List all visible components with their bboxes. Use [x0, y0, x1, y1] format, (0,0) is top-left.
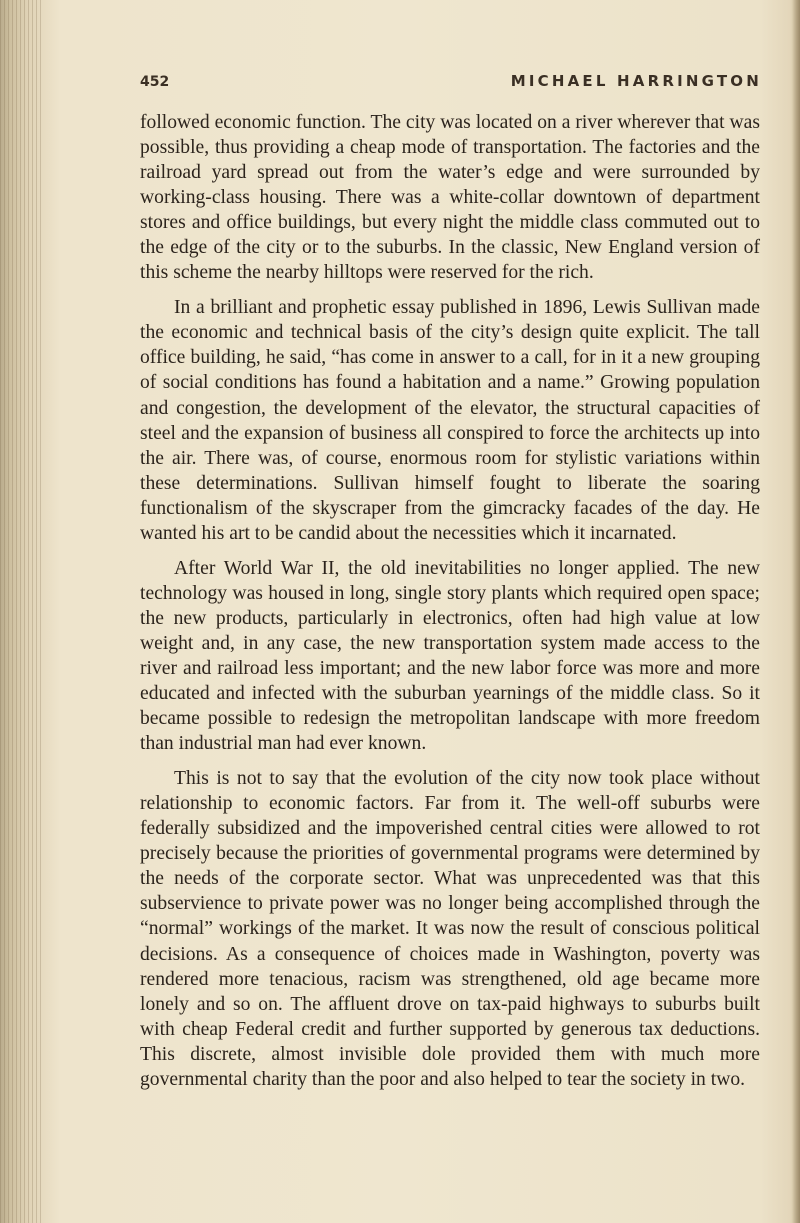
paragraph-3: After World War II, the old inevitabilities no longer applied. The new technology was housed in long, single story plants which required open space; the new products, particularly in electronics, often had high value at low weight and, in any case, the new transportation system made access to the river and railroad less important; and the new labor force was more and more educated and infected with the suburban yearnings of the middle class. So it became possible to redesign the metropolitan landscape with more freedom than industrial man had ever known.	[140, 557, 760, 755]
paragraph-2: In a brilliant and prophetic essay published in 1896, Lewis Sullivan made the economic and technical basis of the city’s design quite explicit. The tall office building, he said, “has come in answer to a call, for in it a new grouping of social conditions has found a habitation and a name.” Growing population and congestion, the development of the elevator, the structural capacities of steel and the expansion of business all conspired to force the architects up into the air. There was, of course, enormous room for stylistic variations within these determinations. Sullivan himself fought to liberate the soaring functionalism of the skyscraper from the gimcracky facades of the day. He wanted his art to be candid about the necessities which it incarnated.	[140, 297, 760, 544]
running-head: MICHAEL HARRINGTON	[510, 72, 762, 90]
page-number: 452	[140, 74, 170, 90]
book-gutter	[0, 0, 42, 1223]
body-text	[140, 110, 760, 1102]
page-header	[140, 72, 762, 96]
paragraph-1: followed economic function. The city was located on a river wherever that was possible, thus providing a cheap mode of transportation. The factories and the railroad yard spread out from the water’s edge and were surrounded by working-class housing. There was a white-collar downtown of department stores and office buildings, but every night the middle class commuted out to the edge of the city or to the suburbs. In the classic, New England version of this scheme the nearby hilltops were reserved for the rich.	[140, 112, 760, 284]
paragraph-4: This is not to say that the evolution of the city now took place without relationship to economic factors. Far from it. The well-off suburbs were federally subsidized and the impoverished central cities were allowed to rot precisely because the priorities of governmental programs were determined by the needs of the corporate sector. What was unprecedented was that this subservience to private power was no longer being accomplished through the “normal” workings of the market. It was now the result of conscious political decisions. As a consequence of choices made in Washington, poverty was rendered more tenacious, racism was strengthened, old age became more lonely and so on. The affluent drove on tax-paid highways to suburbs built with cheap Federal credit and further supported by generous tax deductions. This discrete, almost invisible dole provided them with much more governmental charity than the poor and also helped to tear the society in two.	[140, 768, 760, 1090]
page-edge	[792, 0, 800, 1223]
